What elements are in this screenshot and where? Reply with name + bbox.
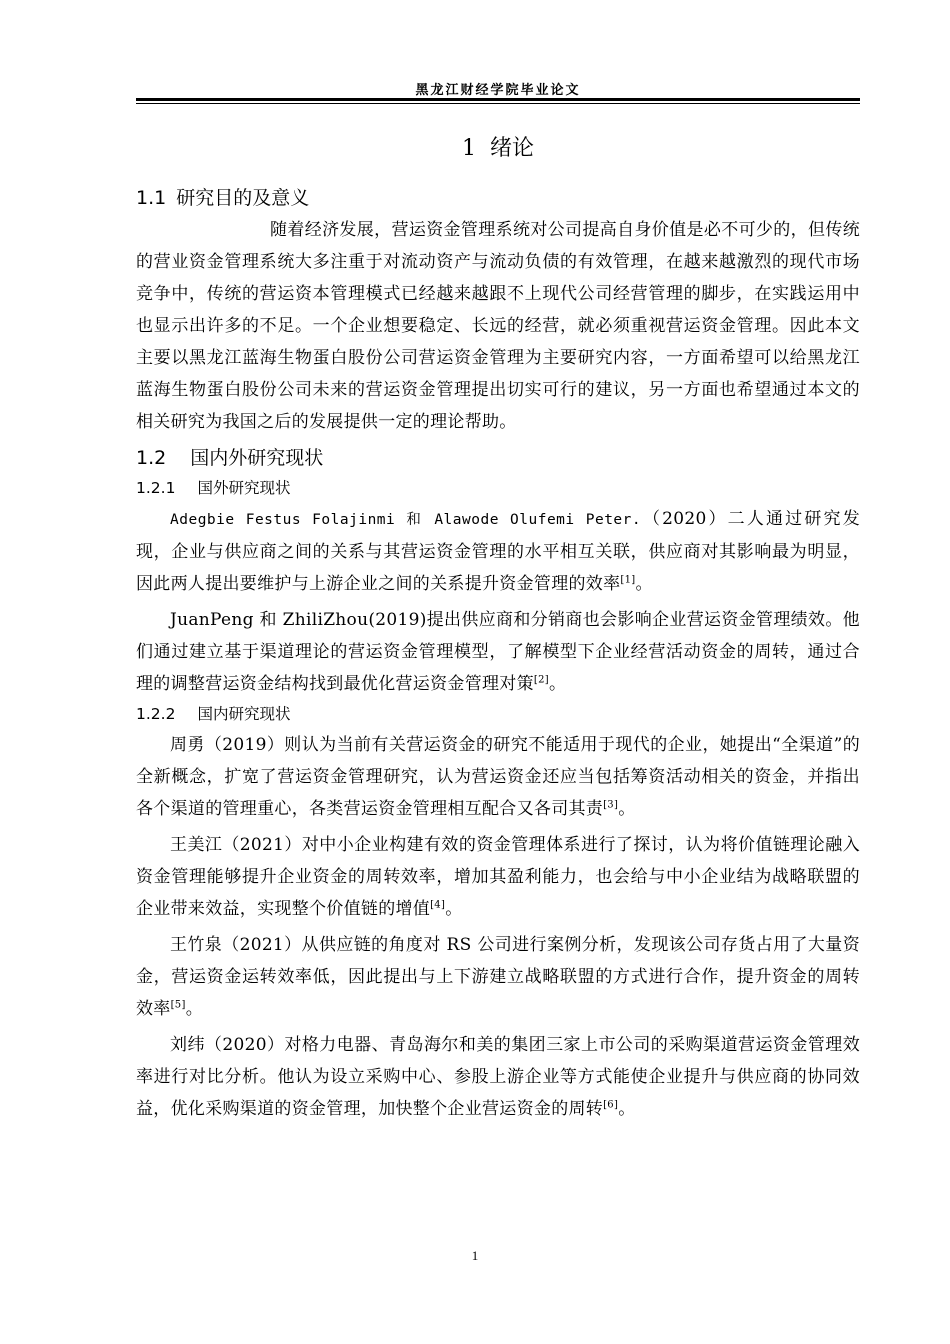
citation: [6] xyxy=(603,1099,619,1111)
section-title: 研究目的及意义 xyxy=(176,187,310,209)
paragraph: 随着经济发展，营运资金管理系统对公司提高自身价值是必不可少的，但传统的营业资金管理系统大多注重于对流动资产与流动负债的有效管理，在越来越激烈的现代市场竞争中，传统的营运资本管理模式已经越来越跟不上现代公司经营管理的脚步，在实践运用中也显示出许多的不足。一个企业想要稳定、长远的经营，就必须重视营运资金管理。因此本文主要以黑龙江蓝海生物蛋白股份公司营运资金管理为主要研究内容，一方面希望可以给黑龙江蓝海生物蛋白股份公司未来的营运资金管理提出切实可行的建议，另一方面也希望通过本文的相关研究为我国之后的发展提供一定的理论帮助。 xyxy=(136,220,860,432)
page-body xyxy=(136,132,860,1125)
chapter-number: 1 xyxy=(461,136,476,161)
foreign-author-names: Adegbie Festus Folajinmi 和 Alawode Olufemi Peter. xyxy=(170,512,642,528)
citation: [3] xyxy=(603,799,619,811)
paragraph: JuanPeng 和 ZhiliZhou(2019)提出供应商和分销商也会影响企业营运资金管理绩效。他们通过建立基于渠道理论的营运资金管理模型，了解模型下企业经营活动资金的周转，通过合理的调整营运资金结构找到最优化营运资金管理对策[2]。 xyxy=(136,610,860,694)
paragraph: 王美江（2021）对中小企业构建有效的资金管理体系进行了探讨，认为将价值链理论融入资金管理能够提升企业资金的周转效率，增加其盈利能力，也会给与中小企业结为战略联盟的企业带来效益，实现整个价值链的增值[4]。 xyxy=(136,835,860,919)
header-rule-thin xyxy=(136,103,860,104)
chapter-name: 绪论 xyxy=(489,136,534,161)
subsection-title: 国内研究现状 xyxy=(197,705,291,723)
section-number: 1.1 xyxy=(136,187,167,209)
chapter-title xyxy=(136,132,860,166)
subsection-title: 国外研究现状 xyxy=(197,479,291,497)
section-title: 国内外研究现状 xyxy=(190,447,324,469)
running-header: 黑龙江财经学院毕业论文 xyxy=(415,83,581,98)
subsection-heading-1-2-2 xyxy=(136,700,860,729)
citation: [1] xyxy=(620,574,636,586)
citation: [2] xyxy=(533,674,549,686)
citation: [5] xyxy=(170,999,186,1011)
paragraph: Adegbie Festus Folajinmi 和 Alawode Olufemi Peter.（2020）二人通过研究发现，企业与供应商之间的关系与其营运资金管理的水平相互关联，供应商对其影响最为明显，因此两人提出要维护与上游企业之间的关系提升资金管理的效率[1]。 xyxy=(136,509,860,594)
subsection-heading-1-2-1 xyxy=(136,474,860,503)
paragraph: 刘纬（2020）对格力电器、青岛海尔和美的集团三家上市公司的采购渠道营运资金管理效率进行对比分析。他认为设立采购中心、参股上游企业等方式能使企业提升与供应商的协同效益，优化采购渠道的资金管理，加快整个企业营运资金的周转[6]。 xyxy=(136,1035,860,1119)
subsection-number: 1.2.2 xyxy=(136,705,176,723)
header-rule-thick xyxy=(136,98,860,101)
page-number: 1 xyxy=(471,1248,479,1263)
subsection-number: 1.2.1 xyxy=(136,479,176,497)
section-heading-1-2 xyxy=(136,442,860,474)
citation: [4] xyxy=(430,899,446,911)
section-heading-1-1 xyxy=(136,182,860,214)
paragraph: 王竹泉（2021）从供应链的角度对 RS 公司进行案例分析，发现该公司存货占用了大量资金，营运资金运转效率低，因此提出与上下游建立战略联盟的方式进行合作，提升资金的周转效率[5]。 xyxy=(136,935,860,1019)
section-number: 1.2 xyxy=(136,447,167,469)
paragraph: 周勇（2019）则认为当前有关营运资金的研究不能适用于现代的企业，她提出“全渠道”的全新概念，扩宽了营运资金管理研究，认为营运资金还应当包括筹资活动相关的资金，并指出各个渠道的管理重心，各类营运资金管理相互配合又各司其责[3]。 xyxy=(136,735,860,819)
